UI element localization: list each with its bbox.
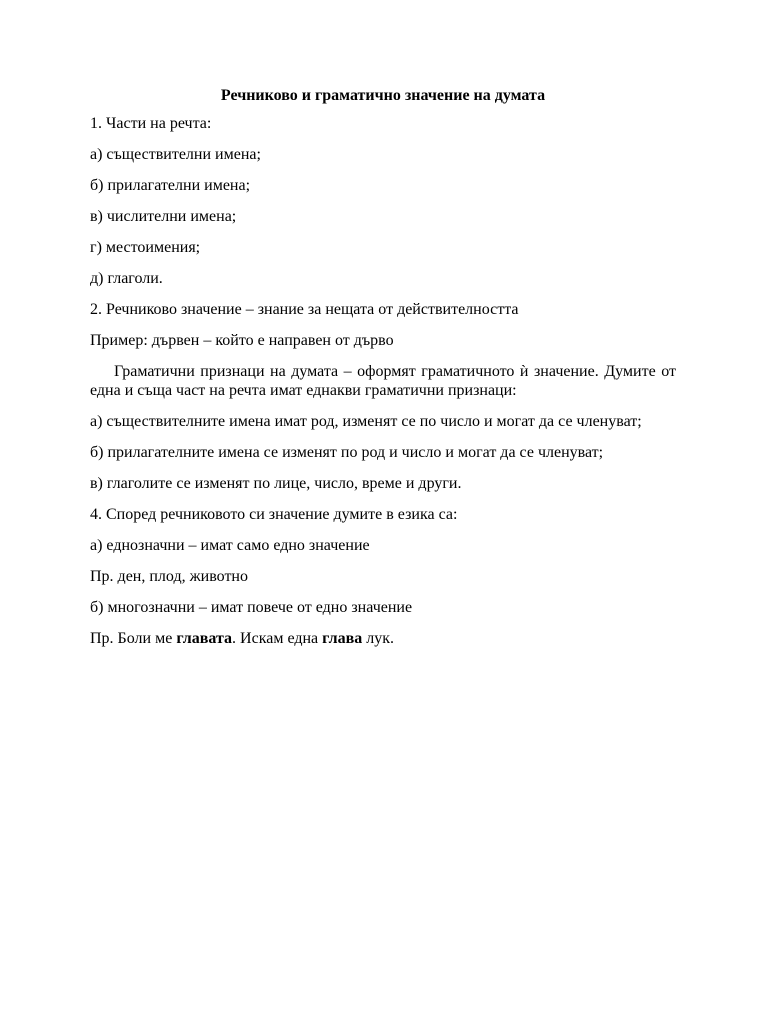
section3-intro: Граматични признаци на думата – оформят граматичното ѝ значение. Думите от една и съща част на речта имат еднакви граматични признаци: <box>90 363 676 399</box>
section2-example: Пример: дървен – който е направен от дърво <box>90 332 394 349</box>
document-page <box>90 86 676 660</box>
list-item: д) глаголи. <box>90 270 163 287</box>
example-text: лук. <box>362 630 394 647</box>
list-item: б) многозначни – имат повече от едно значение <box>90 599 413 616</box>
list-item: а) еднозначни – имат само едно значение <box>90 537 370 554</box>
list-item: а) съществителните имена имат род, изменят се по число и могат да се членуват; <box>90 413 642 430</box>
section2-heading: 2. Речниково значение – знание за нещата от действителността <box>90 301 519 318</box>
example-line: Пр. ден, плод, животно <box>90 568 248 585</box>
list-item: г) местоимения; <box>90 239 201 256</box>
example-text: . Искам една <box>232 630 323 647</box>
list-item: в) глаголите се изменят по лице, число, време и други. <box>90 475 462 492</box>
example-text: Пр. Боли ме <box>90 630 177 647</box>
document-title: Речниково и граматично значение на думата <box>220 87 546 104</box>
list-item: в) числителни имена; <box>90 208 237 225</box>
example-line <box>90 629 676 648</box>
bold-word: глава <box>322 630 363 647</box>
list-item: б) прилагателни имена; <box>90 177 251 194</box>
list-item: б) прилагателните имена се изменят по род и число и могат да се членуват; <box>90 444 604 461</box>
list-item: а) съществителни имена; <box>90 146 261 163</box>
section1-heading: 1. Части на речта: <box>90 115 212 132</box>
bold-word: главата <box>176 630 233 647</box>
section4-heading: 4. Според речниковото си значение думите в езика са: <box>90 506 458 523</box>
